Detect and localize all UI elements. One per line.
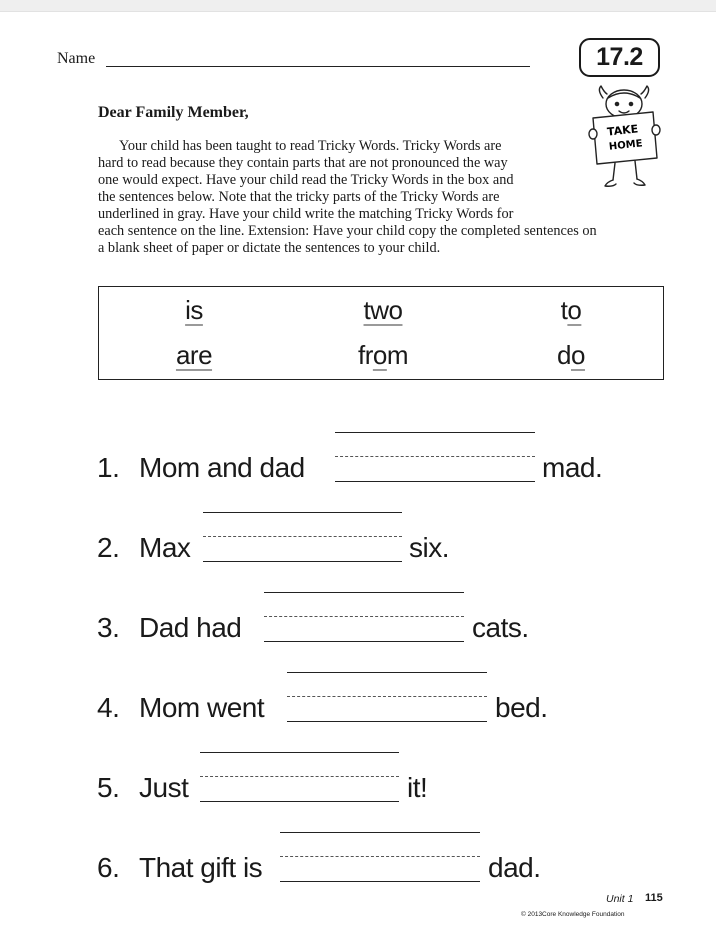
tricky-word: from <box>357 340 409 370</box>
sentence-text-after: cats. <box>472 612 529 643</box>
sentence-text-before: Dad had <box>139 612 242 643</box>
sentence-text-before: Just <box>139 772 189 803</box>
sentence-text-after: bed. <box>495 692 548 723</box>
sentence-number: 3. <box>97 612 120 643</box>
sentence-number: 2. <box>97 532 120 563</box>
tricky-word: is <box>185 295 203 325</box>
write-line-top <box>335 432 535 433</box>
sentence-text-after: dad. <box>488 852 541 883</box>
letter-line: one would expect. Have your child read the Tricky Words in the box and <box>98 172 514 188</box>
page-number: 115 <box>645 892 663 904</box>
tricky-word: are <box>175 340 213 370</box>
write-line-top <box>287 672 487 673</box>
name-label: Name <box>57 50 96 67</box>
letter-line: Your child has been taught to read Tricky Words. Tricky Words are <box>119 138 502 154</box>
sentence-text-before: Mom and dad <box>139 452 305 483</box>
letter-line: underlined in gray. Have your child write the matching Tricky Words for <box>98 206 514 222</box>
sentence-text-before: Mom went <box>139 692 265 723</box>
sentence-text-after: six. <box>409 532 449 563</box>
write-line-top <box>264 592 464 593</box>
letter-line: the sentences below. Note that the tricky parts of the Tricky Words are <box>98 189 500 205</box>
tricky-word: two <box>363 295 403 325</box>
sentence-number: 1. <box>97 452 120 483</box>
sentence-text-before: That gift is <box>139 852 263 883</box>
footer-unit: Unit 1 <box>606 893 634 905</box>
name-line <box>106 66 530 67</box>
copyright: © 2013Core Knowledge Foundation <box>521 911 625 918</box>
take-home-text-1: TAKE <box>606 122 639 139</box>
sentence-number: 5. <box>97 772 120 803</box>
letter-line: each sentence on the line. Extension: Have your child copy the completed sentences on <box>98 223 597 239</box>
worksheet-number-badge: 17.2 <box>579 38 660 77</box>
top-band <box>0 0 716 12</box>
sentence-number: 6. <box>97 852 120 883</box>
sentence-text-after: it! <box>407 772 428 803</box>
tricky-words-box <box>98 286 664 380</box>
sentence-number: 4. <box>97 692 120 723</box>
letter-greeting: Dear Family Member, <box>98 104 249 121</box>
letter-line: a blank sheet of paper or dictate the sentences to your child. <box>98 240 441 256</box>
sentence-text-before: Max <box>139 532 191 563</box>
sentence-text-after: mad. <box>542 452 603 483</box>
letter-line: hard to read because they contain parts that are not pronounced the way <box>98 155 508 171</box>
tricky-word: to <box>560 295 582 325</box>
write-line-top <box>200 752 399 753</box>
write-line-top <box>280 832 480 833</box>
write-line-top <box>203 512 402 513</box>
letter-body <box>98 138 597 257</box>
tricky-word: do <box>557 340 585 370</box>
take-home-text-2: HOME <box>608 138 644 153</box>
